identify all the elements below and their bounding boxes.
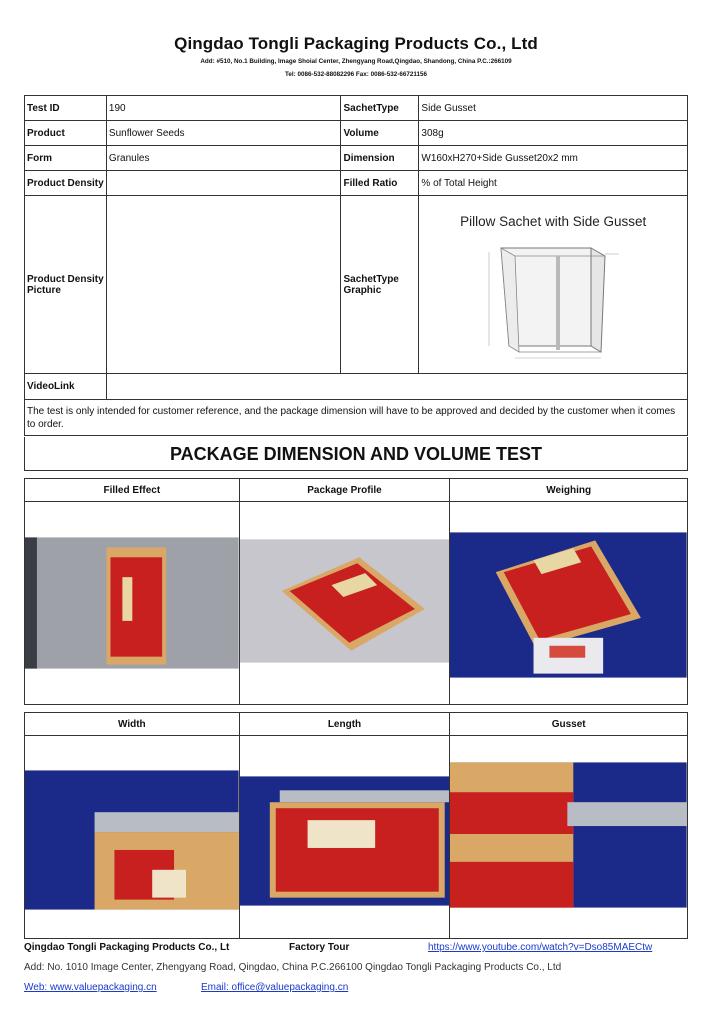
disclaimer-note: The test is only intended for customer reference, and the package dimension will have to be approved and decided by the customer when it comes to order. <box>25 400 688 436</box>
caption-width: Width <box>25 713 240 736</box>
footer-email-link[interactable]: Email: office@valuepackaging.cn <box>201 982 349 993</box>
sachet-diagram <box>419 196 687 373</box>
caption-gusset: Gusset <box>450 713 688 736</box>
photo-length <box>240 736 450 938</box>
footer-youtube-link[interactable]: https://www.youtube.com/watch?v=Dso85MAECtw <box>428 942 653 953</box>
sachet-diagram-title: Pillow Sachet with Side Gusset <box>460 214 647 229</box>
filled-ratio-label: Filled Ratio <box>341 171 419 196</box>
sachet-graphic-label: SachetType Graphic <box>341 196 419 374</box>
density-label: Product Density <box>25 171 107 196</box>
density-picture-cell <box>106 196 341 374</box>
sachet-type-value: Side Gusset <box>419 96 688 121</box>
photo-weighing <box>450 502 687 704</box>
company-title: Qingdao Tongli Packaging Products Co., Ltd <box>174 34 538 53</box>
photo-width <box>25 736 239 938</box>
photo-filled-effect <box>25 502 239 704</box>
dimension-value: W160xH270+Side Gusset20x2 mm <box>419 146 688 171</box>
test-id-value: 190 <box>106 96 341 121</box>
caption-filled-effect: Filled Effect <box>25 479 240 502</box>
density-picture-label: Product Density Picture <box>25 196 107 374</box>
footer-factory-tour: Factory Tour <box>289 942 350 953</box>
footer-company-line <box>24 942 653 953</box>
form-label: Form <box>25 146 107 171</box>
caption-package-profile: Package Profile <box>239 479 450 502</box>
caption-weighing: Weighing <box>450 479 688 502</box>
sachet-graphic-cell <box>419 196 688 374</box>
footer-web-link[interactable]: Web: www.valuepackaging.cn <box>24 982 157 993</box>
videolink-label: VideoLink <box>25 374 107 400</box>
photo-grid-row1 <box>24 478 688 705</box>
test-id-label: Test ID <box>25 96 107 121</box>
company-tel: Tel: 0086-532-88082296 Fax: 0086-532-66721156 <box>284 71 428 78</box>
filled-ratio-value: % of Total Height <box>419 171 688 196</box>
photo-package-profile <box>240 502 450 704</box>
volume-label: Volume <box>341 121 419 146</box>
density-value <box>106 171 341 196</box>
volume-value: 308g <box>419 121 688 146</box>
product-value: Sunflower Seeds <box>106 121 341 146</box>
product-label: Product <box>25 121 107 146</box>
dimension-label: Dimension <box>341 146 419 171</box>
sachet-type-label: SachetType <box>341 96 419 121</box>
form-value: Granules <box>106 146 341 171</box>
side-gusset-bag-drawing <box>419 196 688 373</box>
photo-grid-row2 <box>24 712 688 939</box>
caption-length: Length <box>239 713 450 736</box>
company-address: Add: #510, No.1 Building, Image Shoial Center, Zhengyang Road,Qingdao, Shandong, China P.C.:266109 <box>200 58 512 65</box>
footer-address: Add: No. 1010 Image Center, Zhengyang Road, Qingdao, China P.C.266100 Qingdao Tongli Packaging Products Co., Ltd <box>24 962 562 973</box>
photo-gusset <box>450 736 687 938</box>
section-title: PACKAGE DIMENSION AND VOLUME TEST <box>24 437 688 471</box>
videolink-value[interactable] <box>106 374 687 400</box>
footer-company: Qingdao Tongli Packaging Products Co., Lt <box>24 942 230 953</box>
footer-links-line <box>24 982 349 993</box>
test-info-table <box>24 95 688 436</box>
